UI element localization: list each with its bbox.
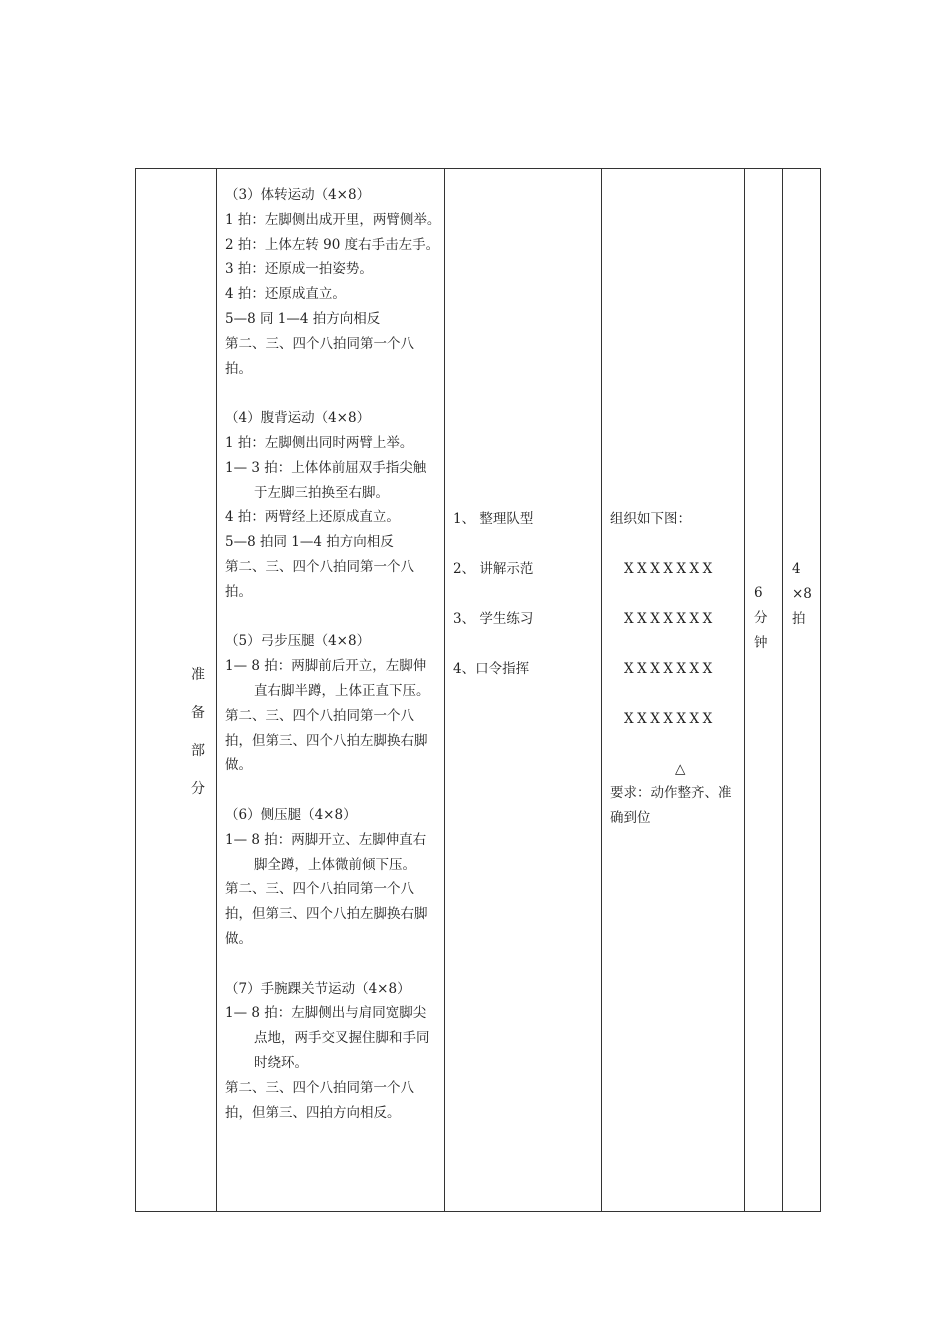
teaching-steps-column — [445, 169, 602, 1211]
content-line: 第二、三、四个八拍同第一个八 — [225, 559, 414, 575]
section-label-char: 分 — [191, 781, 205, 797]
formation-row: XXXXXXX — [624, 711, 716, 727]
content-line: 3 拍：还原成一拍姿势。 — [225, 261, 373, 278]
content-line: 直右脚半蹲，上体正直下压。 — [254, 683, 430, 699]
content-line: 第二、三、四个八拍同第一个八 — [225, 1079, 414, 1096]
time-text: 6 — [754, 585, 763, 601]
content-line: 拍，但第三、四拍方向相反。 — [225, 1104, 401, 1121]
content-line: （6）侧压腿（4×8） — [225, 807, 357, 823]
section-label-char: 备 — [191, 705, 205, 721]
section-label-char: 准 — [191, 667, 205, 683]
count-text: 4 — [792, 561, 801, 577]
content-line: 1— 3 拍：上体体前屈双手指尖触 — [225, 459, 427, 476]
section-column — [136, 169, 217, 1211]
content-line: 拍。 — [225, 583, 252, 600]
content-line: 4 拍：还原成直立。 — [225, 286, 346, 303]
formation-row: XXXXXXX — [624, 611, 716, 627]
organization-title: 组织如下图： — [610, 511, 691, 527]
content-line: 于左脚三拍换至右脚。 — [254, 484, 389, 501]
teaching-step: 3、 学生练习 — [453, 611, 534, 627]
content-line: 做。 — [225, 757, 252, 774]
count-text: 拍 — [792, 611, 806, 627]
content-line: （3）体转运动（4×8） — [225, 187, 371, 203]
content-line: 1— 8 拍：左脚侧出与肩同宽脚尖 — [225, 1005, 427, 1022]
count-column — [783, 169, 821, 1211]
teaching-step: 4、口令指挥 — [453, 661, 530, 677]
time-column — [745, 169, 783, 1211]
content-line: 1— 8 拍：两脚前后开立，左脚伸 — [225, 658, 427, 675]
content-line: 2 拍：上体左转 90 度右手击左手。 — [225, 236, 440, 253]
content-line: 1 拍：左脚侧出成开里，两臂侧举。 — [225, 211, 441, 228]
content-line: （4）腹背运动（4×8） — [225, 410, 371, 427]
requirement-text: 确到位 — [610, 810, 651, 826]
content-line: 点地，两手交叉握住脚和手同 — [254, 1030, 430, 1047]
count-text: ×8 — [792, 586, 812, 602]
content-line: 第二、三、四个八拍同第一个八 — [225, 707, 414, 724]
content-line: 1 拍：左脚侧出同时两臂上举。 — [225, 435, 414, 451]
content-column — [217, 169, 445, 1211]
lesson-plan-table — [135, 168, 821, 1212]
content-line: 1— 8 拍：两脚开立、左脚伸直右 — [225, 831, 427, 848]
content-line: 拍，但第三、四个八拍左脚换右脚 — [225, 906, 428, 923]
content-line: 做。 — [225, 931, 252, 947]
content-line: 5—8 同 1—4 拍方向相反 — [225, 311, 381, 327]
content-line: 5—8 拍同 1—4 拍方向相反 — [225, 534, 394, 551]
section-label-char: 部 — [191, 743, 205, 759]
formation-row: XXXXXXX — [624, 561, 716, 577]
content-line: 第二、三、四个八拍同第一个八 — [225, 881, 414, 898]
content-line: 时绕环。 — [254, 1055, 308, 1071]
content-line: （5）弓步压腿（4×8） — [225, 633, 371, 650]
requirement-text: 要求：动作整齐、准 — [610, 785, 732, 801]
content-line: （7）手腕踝关节运动（4×8） — [225, 980, 411, 997]
content-line: 拍。 — [225, 360, 252, 377]
content-line: 第二、三、四个八拍同第一个八 — [225, 335, 414, 352]
time-text: 钟 — [754, 635, 768, 651]
content-line: 拍，但第三、四个八拍左脚换右脚 — [225, 732, 428, 749]
formation-row: XXXXXXX — [624, 661, 716, 677]
time-text: 分 — [754, 610, 768, 626]
teacher-position-icon: △ — [675, 761, 686, 777]
content-line: 脚全蹲，上体微前倾下压。 — [254, 856, 416, 873]
organization-column — [602, 169, 745, 1211]
teaching-step: 1、 整理队型 — [453, 511, 534, 527]
content-line: 4 拍：两臂经上还原成直立。 — [225, 509, 400, 526]
teaching-step: 2、 讲解示范 — [453, 561, 534, 577]
